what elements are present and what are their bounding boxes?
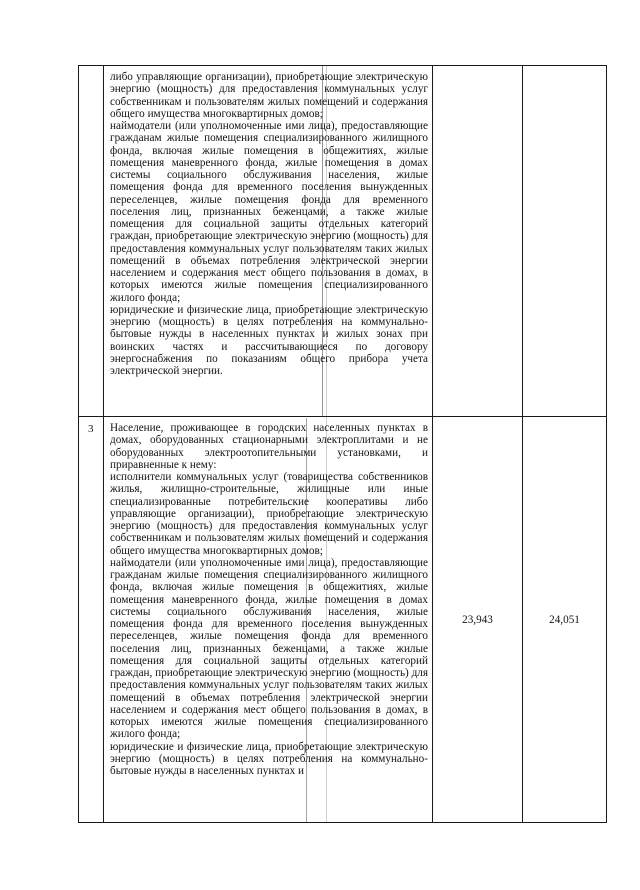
table-top-border [78,65,606,66]
column-divider-number [103,65,104,823]
table-left-border [78,65,79,823]
row-number: 3 [88,423,94,435]
column-divider-text [432,65,433,823]
tariff-value-second-half: 24,051 [549,614,580,626]
row-description: либо управляющие организации), приобретающие электрическую энергию (мощность) для предоставления коммунальных услуг собственникам и пользователям жилых помещений и содержания общего имущества многоквартирных домов; наймодатели (или уполномоченные ими лица), предоставляющие гражданам жилые помещения специализированного жилищного фонда, включая жилые помещения в общежитиях, жилые помещения маневренного фонда, жилые помещения в домах системы социального обслуживания населения, жилые помещения фонда для временного поселения вынужденных переселенцев, жилые помещения фонда для временного поселения лиц, признанных беженцами, а также жилые помещения для социальной защиты отдельных категорий граждан, приобретающие электрическую энергию (мощность) для предоставления коммунальных услуг пользователям таких жилых помещений в объемах потребления электрической энергии населением и содержания мест общего пользования в домах, в которых имеются жилые помещения специализированного жилого фонда; юридические и физические лица, приобретающие электрическую энергию (мощность) в целях потребления на коммунально-бытовые нужды в населенных пунктах и жилых зонах при воинских частях и рассчитывающиеся по договору энергоснабжения по показаниям общего прибора учета электрической энергии. [110,71,428,377]
tariff-value-first-half: 23,943 [462,614,493,626]
table-right-border [606,65,607,823]
row-description: Население, проживающее в городских населенных пунктах в домах, оборудованных стационарными электроплитами и не оборудованных электроотопительными установками, и приравненные к нему: исполнители коммунальных услуг (товарищества собственников жилья, жилищно-строительные, жилищные или иные специализированные потребительские кооперативы либо управляющие организации), приобретающие электрическую энергию (мощность) для предоставления коммунальных услуг собственникам и пользователям жилых помещений и содержания общего имущества многоквартирных домов; наймодатели (или уполномоченные ими лица), предоставляющие гражданам жилые помещения специализированного жилищного фонда, включая жилые помещения в общежитиях, жилые помещения маневренного фонда, жилые помещения в домах системы социального обслуживания населения, жилые помещения фонда для временного поселения вынужденных переселенцев, жилые помещения фонда для временного поселения лиц, признанных беженцами, а также жилые помещения для социальной защиты отдельных категорий граждан, приобретающие электрическую энергию (мощность) для предоставления коммунальных услуг пользователям таких жилых помещений в объемах потребления электрической энергии населением и содержания мест общего пользования в домах, в которых имеются жилые помещения специализированного жилого фонда; юридические и физические лица, приобретающие электрическую энергию (мощность) в целях потребления на коммунально-бытовые нужды в населенных пунктах и [110,422,428,777]
table-bottom-border [78,822,606,823]
table-row-divider [78,416,606,417]
column-divider-value [522,65,523,823]
